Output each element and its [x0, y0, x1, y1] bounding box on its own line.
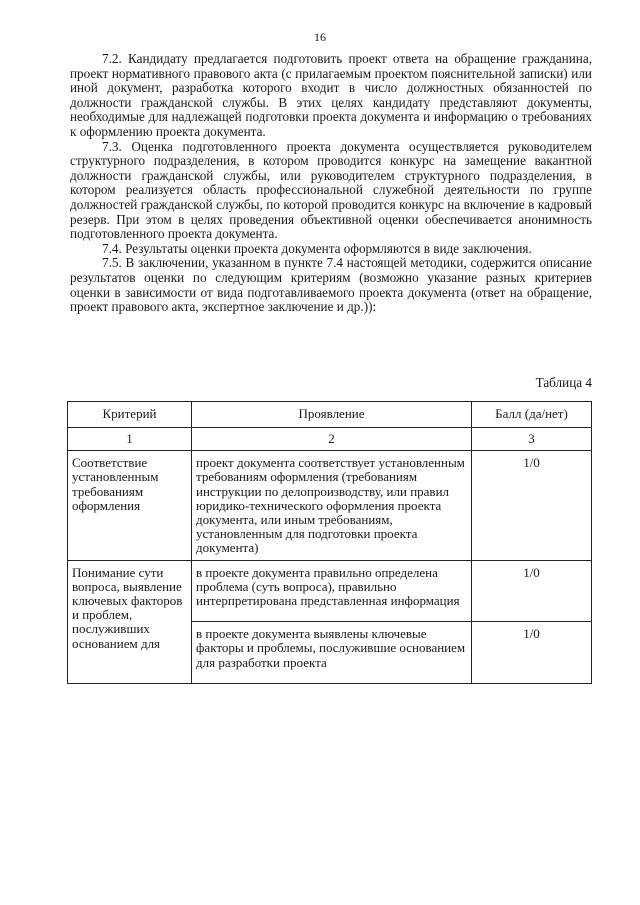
paragraph-7-3: 7.3. Оценка подготовленного проекта документа осуществляется руководителем структурного подразделения, в котором проводится конкурс на замещение вакантной должности гражданской службы, или руководителем структурного подразделения, в котором реализуется область профессиональной служебной деятельности по группе должностей гражданской службы, по которой проводится конкурс на включение в кадровый резерв. При этом в целях проведения объективной оценки обеспечивается анонимность подготовленного проекта документа.	[70, 138, 592, 242]
header-manifestation: Проявление	[192, 402, 472, 428]
criterion-text: Понимание сути вопроса, выявление ключевых факторов и проблем, послуживших основанием для	[72, 565, 183, 651]
table-caption: Таблица 4	[535, 375, 592, 390]
table-row	[68, 560, 592, 622]
column-number-row	[68, 428, 592, 451]
paragraph-7-5: 7.5. В заключении, указанном в пункте 7.4 настоящей методики, содержится описание результатов оценки по следующим критериям (возможно указание разных критериев оценки в зависимости от вида подготавливаемого проекта документа (ответ на обращение, проект правового акта, экспертное заключение и др.)):	[70, 255, 592, 315]
criteria-table	[67, 401, 592, 684]
criterion-cell: Соответствие установленным требованиям оформления	[68, 451, 192, 560]
criterion-cell	[68, 560, 192, 683]
body-text	[70, 52, 592, 315]
score-cell: 1/0	[472, 560, 592, 622]
score-cell: 1/0	[472, 622, 592, 684]
table-row	[68, 451, 592, 560]
table-header-row	[68, 402, 592, 428]
paragraph-7-4: 7.4. Результаты оценки проекта документа оформляются в виде заключения.	[102, 240, 532, 256]
column-number-3: 3	[472, 428, 592, 451]
score-cell: 1/0	[472, 451, 592, 560]
paragraph-7-2: 7.2. Кандидату предлагается подготовить проект ответа на обращение гражданина, проект нормативного правового акта (с прилагаемым проектом пояснительной записки) или иной документ, разработка которого входит в число должностных обязанностей по должности гражданской службы. В этих целях кандидату представляют документы, необходимые для надлежащей подготовки проекта документа и информацию о требованиях к оформлению проекта документа.	[70, 51, 592, 139]
column-number-1: 1	[68, 428, 192, 451]
manifestation-cell: в проекте документа выявлены ключевые факторы и проблемы, послужившие основанием для разработки проекта	[192, 622, 472, 684]
page-number: 16	[314, 30, 326, 44]
column-number-2: 2	[192, 428, 472, 451]
manifestation-cell: проект документа соответствует установленным требованиям оформления (требованиям инструкции по делопроизводству, или правил юридико-технического оформления проекта документа, или иным требованиям, установленным для подготовки проекта документа)	[192, 451, 472, 560]
manifestation-cell: в проекте документа правильно определена проблема (суть вопроса), правильно интерпретирована представленная информация	[192, 560, 472, 622]
header-score: Балл (да/нет)	[472, 402, 592, 428]
header-criterion: Критерий	[68, 402, 192, 428]
